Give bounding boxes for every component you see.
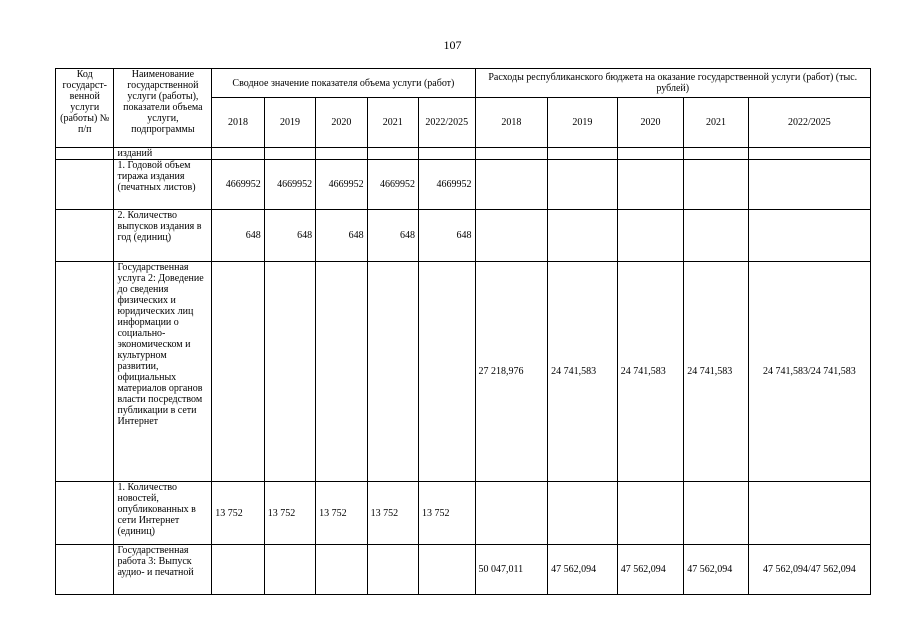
row-code bbox=[56, 262, 114, 482]
budget-cell: 50 047,011 bbox=[475, 545, 548, 595]
page-number: 107 bbox=[443, 38, 462, 52]
header-volume-year: 2018 bbox=[212, 98, 264, 148]
volume-cell bbox=[367, 545, 418, 595]
volume-cell: 13 752 bbox=[367, 482, 418, 545]
row-code bbox=[56, 482, 114, 545]
volume-cell: 4669952 bbox=[212, 160, 264, 210]
budget-cell: 47 562,094/47 562,094 bbox=[748, 545, 870, 595]
row-code bbox=[56, 148, 114, 160]
header-volume-group: Сводное значение показателя объема услуги (работ) bbox=[212, 69, 475, 98]
budget-cell bbox=[548, 482, 618, 545]
row-name: 1. Количество новостей, опубликованных в сети Интернет (единиц) bbox=[114, 482, 212, 545]
volume-cell: 648 bbox=[316, 210, 367, 262]
budget-cell: 24 741,583 bbox=[617, 262, 684, 482]
volume-cell bbox=[264, 262, 315, 482]
volume-cell bbox=[212, 148, 264, 160]
budget-cell bbox=[548, 148, 618, 160]
budget-cell bbox=[475, 148, 548, 160]
row-code bbox=[56, 545, 114, 595]
budget-cell bbox=[684, 160, 749, 210]
table-row bbox=[56, 482, 871, 545]
budget-cell bbox=[548, 210, 618, 262]
budget-cell bbox=[684, 210, 749, 262]
table-header bbox=[56, 69, 871, 148]
volume-cell bbox=[212, 545, 264, 595]
header-volume-year: 2019 bbox=[264, 98, 315, 148]
budget-cell: 27 218,976 bbox=[475, 262, 548, 482]
volume-cell bbox=[316, 262, 367, 482]
volume-cell bbox=[367, 148, 418, 160]
row-name: Государственная услуга 2: Доведение до сведения физических и юридических лиц информации о социально-экономическом и культурном развитии, официальных материалов органов власти посредством публикации в сети Интернет bbox=[114, 262, 212, 482]
header-budget-group: Расходы республиканского бюджета на оказание государственной услуги (работ) (тыс. рублей) bbox=[475, 69, 870, 98]
budget-cell bbox=[748, 160, 870, 210]
volume-cell: 13 752 bbox=[419, 482, 476, 545]
header-name: Наименование государственной услуги (работы), показатели объема услуги, подпрограммы bbox=[114, 69, 212, 148]
volume-cell bbox=[264, 545, 315, 595]
budget-table bbox=[55, 68, 871, 595]
volume-cell: 648 bbox=[212, 210, 264, 262]
volume-cell: 4669952 bbox=[264, 160, 315, 210]
table-row bbox=[56, 160, 871, 210]
budget-cell bbox=[617, 210, 684, 262]
volume-cell bbox=[419, 545, 476, 595]
budget-cell bbox=[475, 482, 548, 545]
budget-cell: 24 741,583/24 741,583 bbox=[748, 262, 870, 482]
header-budget-year: 2019 bbox=[548, 98, 618, 148]
volume-cell: 648 bbox=[264, 210, 315, 262]
volume-cell bbox=[367, 262, 418, 482]
volume-cell: 13 752 bbox=[264, 482, 315, 545]
budget-cell bbox=[475, 160, 548, 210]
header-code: Код государст-венной услуги (работы) № п/п bbox=[56, 69, 114, 148]
row-name: изданий bbox=[114, 148, 212, 160]
table-row bbox=[56, 545, 871, 595]
volume-cell bbox=[316, 148, 367, 160]
budget-cell bbox=[617, 482, 684, 545]
budget-cell bbox=[748, 148, 870, 160]
budget-cell bbox=[617, 160, 684, 210]
volume-cell: 648 bbox=[419, 210, 476, 262]
header-budget-year: 2020 bbox=[617, 98, 684, 148]
header-budget-year: 2018 bbox=[475, 98, 548, 148]
budget-cell: 47 562,094 bbox=[617, 545, 684, 595]
volume-cell bbox=[264, 148, 315, 160]
table-row bbox=[56, 262, 871, 482]
volume-cell: 13 752 bbox=[316, 482, 367, 545]
volume-cell: 13 752 bbox=[212, 482, 264, 545]
budget-cell bbox=[748, 482, 870, 545]
header-budget-year: 2021 bbox=[684, 98, 749, 148]
volume-cell: 4669952 bbox=[419, 160, 476, 210]
row-name: 2. Количество выпусков издания в год (единиц) bbox=[114, 210, 212, 262]
header-volume-year: 2022/2025 bbox=[419, 98, 476, 148]
header-volume-year: 2020 bbox=[316, 98, 367, 148]
row-name: Государственная работа 3: Выпуск аудио- и печатной bbox=[114, 545, 212, 595]
row-name: 1. Годовой объем тиража издания (печатных листов) bbox=[114, 160, 212, 210]
volume-cell: 4669952 bbox=[367, 160, 418, 210]
budget-cell bbox=[748, 210, 870, 262]
row-code bbox=[56, 160, 114, 210]
volume-cell bbox=[419, 148, 476, 160]
budget-cell: 47 562,094 bbox=[548, 545, 618, 595]
budget-cell bbox=[684, 482, 749, 545]
budget-cell bbox=[617, 148, 684, 160]
table-row bbox=[56, 148, 871, 160]
header-volume-year: 2021 bbox=[367, 98, 418, 148]
volume-cell bbox=[316, 545, 367, 595]
row-code bbox=[56, 210, 114, 262]
volume-cell bbox=[419, 262, 476, 482]
header-budget-year: 2022/2025 bbox=[748, 98, 870, 148]
budget-cell bbox=[684, 148, 749, 160]
volume-cell bbox=[212, 262, 264, 482]
budget-cell: 47 562,094 bbox=[684, 545, 749, 595]
volume-cell: 648 bbox=[367, 210, 418, 262]
budget-cell: 24 741,583 bbox=[684, 262, 749, 482]
volume-cell: 4669952 bbox=[316, 160, 367, 210]
budget-cell bbox=[548, 160, 618, 210]
budget-cell bbox=[475, 210, 548, 262]
table-row bbox=[56, 210, 871, 262]
budget-cell: 24 741,583 bbox=[548, 262, 618, 482]
